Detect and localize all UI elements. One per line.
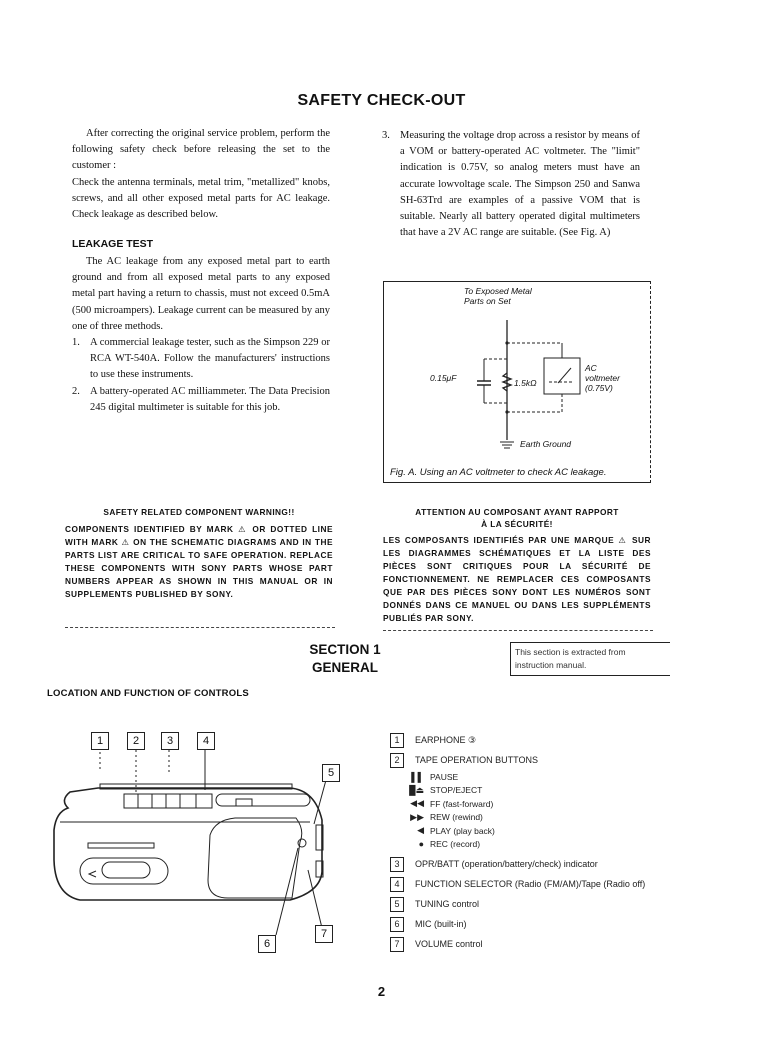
warning-english [65, 506, 333, 601]
section-number: SECTION 1 [309, 642, 381, 657]
section-title: GENERAL [311, 660, 378, 675]
voltmeter-label-line1: AC [585, 363, 597, 373]
figure-top-label-line2: Parts on Set [464, 296, 511, 306]
intro-section [72, 126, 330, 223]
callout-1: 1 [91, 732, 109, 750]
callout-6: 6 [258, 935, 276, 953]
callout-4: 4 [197, 732, 215, 750]
control-item-function-selector [390, 874, 690, 894]
tape-button-label: REW (rewind) [430, 812, 483, 823]
voltmeter-label-line3: (0.75V) [585, 383, 613, 393]
fast-forward-icon: ◀◀ [410, 798, 424, 809]
control-label: OPR/BATT (operation/battery/check) indicator [415, 859, 598, 869]
figure-top-label-line1: To Exposed Metal [464, 286, 532, 296]
method-item [72, 384, 330, 416]
section-heading [290, 641, 400, 677]
warning-french-title-line2: À LA SÉCURITÉ! [481, 519, 553, 529]
callout-5: 5 [322, 764, 340, 782]
play-icon: ◀ [417, 825, 424, 836]
tape-button-rew [390, 811, 690, 825]
controls-heading: LOCATION AND FUNCTION OF CONTROLS [47, 688, 249, 699]
tape-button-label: STOP/EJECT [430, 785, 483, 796]
method-number: 1. [72, 337, 80, 349]
controls-list [390, 730, 690, 954]
control-item-volume [390, 934, 690, 954]
tape-button-label: PLAY (play back) [430, 825, 495, 836]
method-3-section [382, 128, 640, 241]
tape-button-pause [390, 770, 690, 784]
ac-voltmeter-symbol [544, 358, 580, 394]
tape-button-label: REC (record) [430, 839, 481, 850]
leakage-methods-list [72, 335, 330, 416]
warning-french-body: LES COMPOSANTS IDENTIFIÉS PAR UNE MARQUE ⚠ SUR LES DIAGRAMMES SCHÉMATIQUES ET LA LISTE DES PIÈCES SONT CRITIQUES POUR LA SÉCURITÉ DE FONCTIONNEMENT. NE REMPLACER CES COMPOSANTS QUE PAR DES PIÈCES SONY DONT LES NUMÉROS SONT DONNÉS DANS CE MANUEL OU DANS LES SUPPLÉMENTS PUBLIÉS PAR SONY. [383, 535, 651, 623]
control-number: 6 [390, 917, 404, 932]
method-item [382, 128, 640, 241]
earth-ground-label: Earth Ground [520, 439, 572, 449]
resistor-label: 1.5kΩ [514, 378, 537, 388]
tape-button-ff [390, 797, 690, 811]
control-number: 4 [390, 877, 404, 892]
leakage-test-section [72, 254, 330, 416]
figure-a-box [383, 281, 651, 483]
tape-button-stop-eject [390, 784, 690, 798]
method-text: A commercial leakage tester, such as the Simpson 229 or RCA WT-540A. Follow the manufacturers' instructions to use these instruments. [90, 337, 330, 381]
warning-french-title-line1: ATTENTION AU COMPOSANT AYANT RAPPORT [415, 507, 619, 517]
capacitor-label: 0.15μF [430, 373, 457, 383]
tape-button-rec [390, 838, 690, 852]
control-number: 3 [390, 857, 404, 872]
page-number: 2 [377, 984, 386, 999]
control-label: FUNCTION SELECTOR (Radio (FM/AM)/Tape (Radio off) [415, 879, 646, 889]
figure-caption: Fig. A. Using an AC voltmeter to check AC leakage. [390, 467, 607, 478]
stop-eject-icon: █⏏ [409, 784, 424, 795]
section-note-box: This section is extracted from instruction manual. [510, 642, 670, 676]
control-item-opr-batt [390, 854, 690, 874]
control-label: VOLUME control [415, 939, 483, 949]
control-number: 5 [390, 897, 404, 912]
tape-button-label: PAUSE [430, 771, 459, 782]
leakage-methods-list-continued [382, 128, 640, 241]
tape-button-play [390, 824, 690, 838]
control-item-tuning [390, 894, 690, 914]
pause-icon: ▌▌ [411, 771, 424, 782]
method-number: 3. [382, 130, 390, 141]
callout-3: 3 [161, 732, 179, 750]
control-label: TUNING control [415, 899, 480, 909]
record-icon: ● [418, 839, 424, 850]
leakage-test-heading: LEAKAGE TEST [72, 238, 154, 250]
leakage-test-paragraph: The AC leakage from any exposed metal part to earth ground and from all exposed metal parts to any exposed metal part having a return to chassis, must not exceed 0.5mA (500 microampers). Leakage current can be measured by any one of three methods. [72, 256, 330, 332]
control-number: 7 [390, 937, 404, 952]
control-label: MIC (built-in) [415, 919, 467, 929]
warning-divider-right [383, 630, 653, 631]
radio-cassette-illustration [40, 730, 340, 960]
warning-english-body: COMPONENTS IDENTIFIED BY MARK ⚠ OR DOTTED LINE WITH MARK ⚠ ON THE SCHEMATIC DIAGRAMS AND IN THE PARTS LIST ARE CRITICAL TO SAFE OPERATION. REPLACE THESE COMPONENTS WITH SONY PARTS WHOSE PART NUMBERS APPEAR AS SHOWN IN THIS MANUAL OR IN SUPPLEMENTS PUBLISHED BY SONY. [65, 524, 333, 599]
control-label: EARPHONE ③ [415, 734, 477, 745]
rewind-icon: ▶▶ [410, 811, 424, 822]
control-item-tape-buttons [390, 750, 690, 770]
intro-paragraph-1: After correcting the original service problem, perform the following safety check before releasing the set to the customer : [72, 128, 330, 172]
control-item-mic [390, 914, 690, 934]
method-text: A battery-operated AC milliammeter. The Data Precision 245 digital multimeter is suitable for this job. [90, 385, 330, 413]
voltmeter-label-line2: voltmeter [585, 373, 620, 383]
control-item-earphone [390, 730, 690, 750]
page-title: SAFETY CHECK-OUT [297, 92, 466, 109]
warning-divider-left [65, 627, 335, 628]
intro-paragraph-2: Check the antenna terminals, metal trim, "metallized" knobs, screws, and all other exposed metal parts for AC leakage. Check leakage as described below. [72, 176, 330, 221]
control-number: 1 [390, 733, 404, 748]
callout-7: 7 [315, 925, 333, 943]
callout-2: 2 [127, 732, 145, 750]
control-label: TAPE OPERATION BUTTONS [415, 755, 539, 765]
method-number: 2. [72, 385, 80, 397]
tape-button-label: FF (fast-forward) [430, 798, 494, 809]
tape-buttons-list [390, 770, 690, 851]
warning-english-title: SAFETY RELATED COMPONENT WARNING!! [103, 507, 295, 517]
warning-french [383, 506, 651, 625]
method-text: Measuring the voltage drop across a resistor by means of a VOM or battery-operated AC voltmeter. The "limit" indication is 0.75V, so analog meters must have an accurate lowvoltage scale. The Simpson 250 and Sanwa SH-63Trd are examples of a passive VOM that is suitable. Nearly all battery operated digital multimeters that have a 2V AC range are suitable. (See Fig. A) [400, 130, 640, 239]
control-number: 2 [390, 753, 404, 768]
voltmeter-label [585, 363, 620, 393]
method-item [72, 335, 330, 384]
